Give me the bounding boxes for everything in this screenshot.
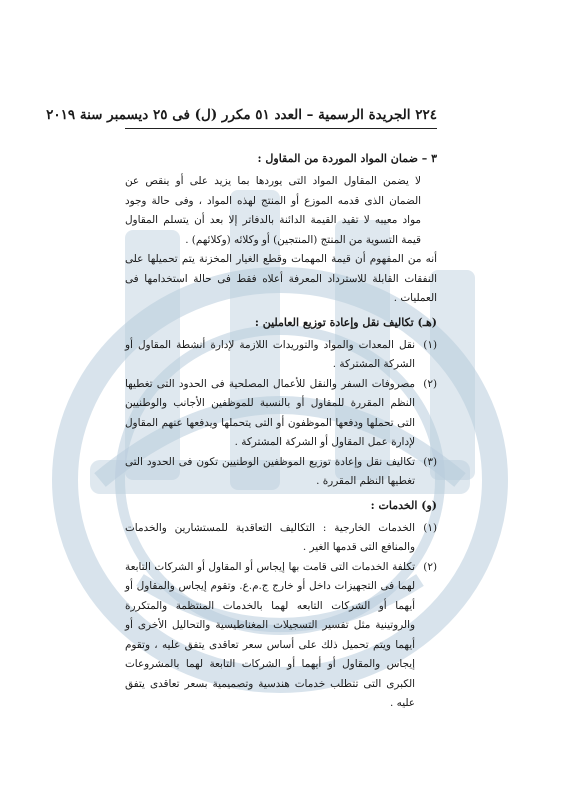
item-number: (١) — [423, 521, 437, 534]
header-rule — [125, 128, 437, 129]
section-w-heading: (و) الخدمات : — [370, 498, 437, 512]
section-3-paragraph-1: لا يضمن المقاول المواد التى يوردها بما يزيد على أو ينقص عن الضمان الذى قدمه الموزع أو المنتج لهذه المواد ، وفى حالة وجود مواد معيبه لا تقيد القيمة الدائنة بالدفاتر إلا بعد أن يتسلم المقاول قيمة التسوية من المنتج (المنتجين) أو وكلائه (وكلائهم) . — [125, 175, 421, 246]
section-3-paragraph-2: أنه من المفهوم أن قيمة المهمات وقطع الغيار المخزنة يتم تحميلها على النفقات القابلة للاسترداد المعرفة أعلاه فقط فى حالة استخدامها فى العمليات . — [125, 253, 437, 304]
item-number: (٢) — [423, 560, 437, 573]
page-header: ٢٢٤ الجريدة الرسمية – العدد ٥١ مكرر (ل) فى ٢٥ ديسمبر سنة ٢٠١٩ — [46, 107, 437, 123]
item-text: الخدمات الخارجية : التكاليف التعاقدية للمستشارين والخدمات والمنافع التى قدمها الغير . — [125, 521, 415, 553]
section-w-item-1 — [125, 519, 437, 558]
section-h-item-3 — [125, 453, 437, 492]
item-text: نقل المعدات والمواد والتوريدات اللازمة لإدارة أنشطة المقاول أو الشركة المشتركة . — [125, 338, 415, 370]
section-w-item-2 — [125, 558, 437, 714]
section-h-item-2 — [125, 375, 437, 453]
item-text: مصروفات السفر والنقل للأعمال المصلحية فى الحدود التى تغطيها النظم المقررة للمقاول أو بالنسبة للموظفين الأجانب والوطنيين التى تحملها ودفعها الموظفون أو التى يتحملها ويدفعها عنهم المقاول لإدارة عمل المقاول أو الشركة المشتركة . — [125, 377, 415, 448]
item-number: (٣) — [423, 455, 437, 468]
section-h-heading: (هـ) تكاليف نقل وإعادة توزيع العاملين : — [254, 315, 437, 329]
section-3-heading: ٣ – ضمان المواد الموردة من المقاول : — [257, 152, 437, 165]
item-number: (١) — [423, 338, 437, 351]
document-body — [125, 148, 437, 714]
item-number: (٢) — [423, 377, 437, 390]
section-h-item-1 — [125, 336, 437, 375]
item-text: تكاليف نقل وإعادة توزيع الموظفين الوطنيين تكون فى الحدود التى تغطيها النظم المقررة . — [125, 455, 415, 487]
item-text: تكلفة الخدمات التى قامت بها إيجاس أو المقاول أو الشركات التابعة لهما فى التجهيزات داخل أو خارج ج.م.ع. وتقوم إيجاس والمقاول أو أيهما أو الشركات التابعه لهما بالخدمات المنتظمة والمتكررة والروتينية مثل تفسير التسجيلات المغناطيسية والتحاليل الأخرى أو أيهما ويتم تحميل ذلك على أساس سعر تعاقدى يتفق عليه ، وتقوم إيجاس والمقاول أو أيهما أو الشركات التابعة لهما بالمشروعات الكبرى التى تتطلب خدمات هندسية وتصميمية بسعر تعاقدى يتفق عليه . — [125, 560, 415, 709]
